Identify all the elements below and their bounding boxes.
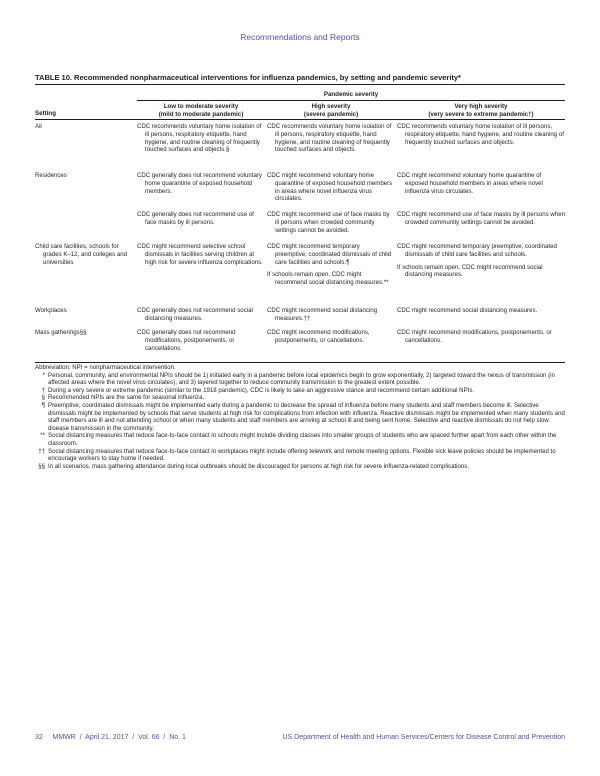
table-bottom-rule	[35, 362, 565, 363]
row-residences-very-high: CDC might recommend voluntary home quarantine of exposed household members in areas where novel influenza virus circulates.	[397, 172, 543, 195]
row-residences-low: CDC generally does not recommend voluntary home quarantine of exposed household members.	[137, 172, 262, 195]
setting-header: Setting	[35, 110, 56, 117]
row-all-high: CDC recommends voluntary home isolation of ill persons, respiratory etiquette, hand hygiene, and routine cleaning of frequently touched surfaces and objects.	[267, 123, 392, 154]
footer-publisher: US Department of Health and Human Services/Centers for Disease Control and Prevention	[282, 734, 565, 741]
row-residences-high: CDC might recommend voluntary home quarantine of exposed household members in areas where novel influenza virus circulates.	[267, 172, 393, 203]
column-header-very-high: Very high severity (very severe to extreme pandemic†)	[428, 103, 534, 118]
row-schools-setting: Child care facilities, schools for grades K–12, and colleges and universities	[35, 243, 128, 266]
row-workplaces-very-high: CDC might recommend social distancing measures.	[397, 307, 538, 314]
row-all-setting: All	[35, 123, 42, 130]
abbreviation-note: Abbreviation: NPI = nonpharmaceutical intervention.	[35, 364, 176, 371]
group-header: Pandemic severity	[323, 91, 379, 98]
footnote: § Recommended NPIs are the same for seasonal influenza.	[41, 394, 205, 402]
row-mass-gatherings-very-high: CDC might recommend modifications, postponements, or cancellations.	[397, 329, 552, 344]
row-masks-low: CDC generally does not recommend use of face masks by ill persons.	[137, 211, 254, 226]
footnote: ** Social distancing measures that reduce face-to-face contact in schools might include dividing classes into smaller groups of students who are spaced further apart from each other within the classroom.	[40, 432, 557, 447]
row-all-low: CDC recommends voluntary home isolation of ill persons, respiratory etiquette, hand hygiene, and routine cleaning of frequently touched surfaces and objects.§	[137, 123, 262, 154]
header-bottom-rule	[35, 119, 565, 120]
footnote: * Personal, community, and environmental NPIs should be 1) initiated early in a pandemic before local epidemics begin to grow exponentially, 2) targeted toward the nexus of transmission (in affected areas where the novel virus circulates), and 3) layered together to reduce community transmission to the greatest extent possible.	[42, 371, 555, 387]
row-workplaces-setting: Workplaces	[35, 307, 67, 314]
row-masks-very-high: CDC might recommend use of face masks by ill persons when crowded community settings cannot be avoided.	[397, 211, 565, 226]
group-header-rule	[137, 100, 565, 101]
row-workplaces-high: CDC might recommend social distancing measures.††	[267, 307, 378, 322]
row-mass-gatherings-setting: Mass gatherings§§	[35, 329, 87, 336]
footnote: † During a very severe or extreme pandemic (similar to the 1918 pandemic), CDC is likely to take an aggressive stance and recommend certain additional NPIs.	[41, 386, 475, 394]
table-footnotes	[35, 364, 565, 470]
footnote: ¶ Preemptive, coordinated dismissals might be implemented early during a pandemic to decrease the spread of influenza before many students and staff members become ill. Selective dismissals might be implemented by schools that serve students at high risk for complications from infection with influenza. Reactive dismissals might be implemented when many students and staff members are ill and not attending school or when many students and staff members are arriving at school ill and being sent home. Selective and reactive dismissals do not help slow disease transmission in the community.	[41, 401, 565, 432]
row-masks-high: CDC might recommend use of face masks by ill persons when crowded community settings cannot be avoided.	[267, 211, 390, 234]
row-schools-very-high: CDC might recommend temporary preemptive, coordinated dismissals of child care facilities and schools. If schools remain open, CDC might recommend social distancing measures.	[397, 243, 557, 279]
row-mass-gatherings-high: CDC might recommend modifications, postponements, or cancellations.	[267, 329, 370, 344]
row-workplaces-low: CDC generally does not recommend social distancing measures.	[137, 307, 253, 322]
footnote: †† Social distancing measures that reduce face-to-face contact in workplaces might include offering telework and remote meeting options. Flexible sick leave policies should be implemented to encourage workers to stay home if needed.	[38, 447, 556, 463]
footer-citation: 32 MMWR / April 21, 2017 / Vol. 66 / No. 1	[35, 734, 186, 741]
column-header-low: Low to moderate severity (mild to moderate pandemic)	[158, 103, 244, 118]
row-residences-setting: Residences	[35, 172, 67, 179]
column-header-high: High severity (severe pandemic)	[303, 103, 359, 118]
row-all-very-high: CDC recommends voluntary home isolation of ill persons, respiratory etiquette, hand hygiene, and routine cleaning of frequently touched surfaces and objects.	[397, 123, 564, 146]
row-schools-low: CDC might recommend selective school dismissals in facilities serving children at high risk for severe influenza complications.	[137, 243, 263, 266]
running-header: Recommendations and Reports	[240, 32, 360, 42]
footnote: §§ In all scenarios, mass gathering attendance during local outbreaks should be discouraged for persons at high risk for severe influenza-related complications.	[38, 462, 470, 470]
table-top-rule	[35, 84, 565, 85]
row-schools-high: CDC might recommend temporary preemptive, coordinated dismissals of child care facilities and schools.¶ If schools remain open, CDC might recommend social distancing measures.**	[267, 243, 392, 287]
row-mass-gatherings-low: CDC generally does not recommend modifications, postponements, or cancellations.	[137, 329, 236, 352]
table-title: TABLE 10. Recommended nonpharmaceutical interventions for influenza pandemics, by setting and pandemic severity*	[35, 73, 461, 82]
